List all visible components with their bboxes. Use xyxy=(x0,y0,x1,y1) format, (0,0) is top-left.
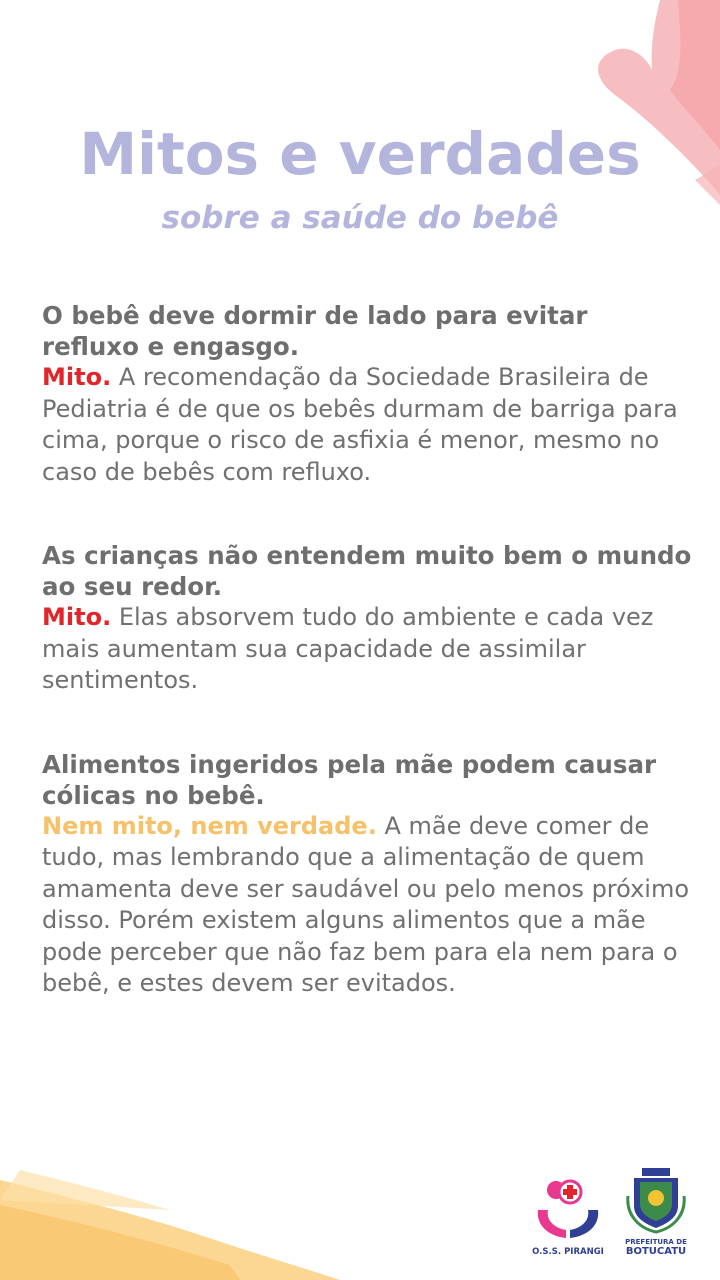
page-title: Mitos e verdades xyxy=(79,120,641,188)
myth-question: Alimentos ingeridos pela mãe podem causar cólicas no bebê. xyxy=(42,749,657,810)
myth-item xyxy=(42,540,692,697)
page-subtitle: sobre a saúde do bebê xyxy=(161,200,559,236)
myth-answer xyxy=(42,362,692,488)
myths-list xyxy=(42,300,692,1052)
oss-pirangi-logo xyxy=(528,1170,608,1256)
yellow-brush-decoration xyxy=(0,1170,340,1280)
answer-text: A mãe deve comer de tudo, mas lembrando que a alimentação de quem amamenta deve ser saudável ou pelo menos próximo disso. Porém existem alguns alimentos que a mãe pode perceber que não faz bem para ela nem para o bebê, e estes devem ser evitados. xyxy=(42,811,690,997)
verdict-label: Nem mito, nem verdade. xyxy=(42,811,377,840)
verdict-label: Mito. xyxy=(42,603,112,631)
answer-text: Elas absorvem tudo do ambiente e cada vez mais aumentam sua capacidade de assimilar sentimentos. xyxy=(42,603,654,694)
myth-item xyxy=(42,749,692,1000)
myth-answer xyxy=(42,602,692,697)
botucatu-coat-of-arms-logo xyxy=(620,1166,692,1256)
footer-logos xyxy=(528,1166,698,1256)
myth-question: As crianças não entendem muito bem o mundo ao seu redor. xyxy=(42,541,692,601)
pirangi-logo-text: O.S.S. PIRANGI xyxy=(532,1247,604,1256)
myth-answer xyxy=(42,811,692,1000)
botucatu-name-text: BOTUCATU xyxy=(625,1246,687,1256)
botucatu-prefix-text: PREFEITURA DE xyxy=(625,1238,687,1246)
answer-text: A recomendação da Sociedade Brasileira de Pediatria é de que os bebês durmam de barriga para cima, porque o risco de asfixia é menor, mesmo no caso de bebês com refluxo. xyxy=(42,363,678,486)
verdict-label: Mito. xyxy=(42,363,112,391)
myth-item xyxy=(42,300,692,488)
myth-question: O bebê deve dormir de lado para evitar refluxo e engasgo. xyxy=(42,301,588,361)
